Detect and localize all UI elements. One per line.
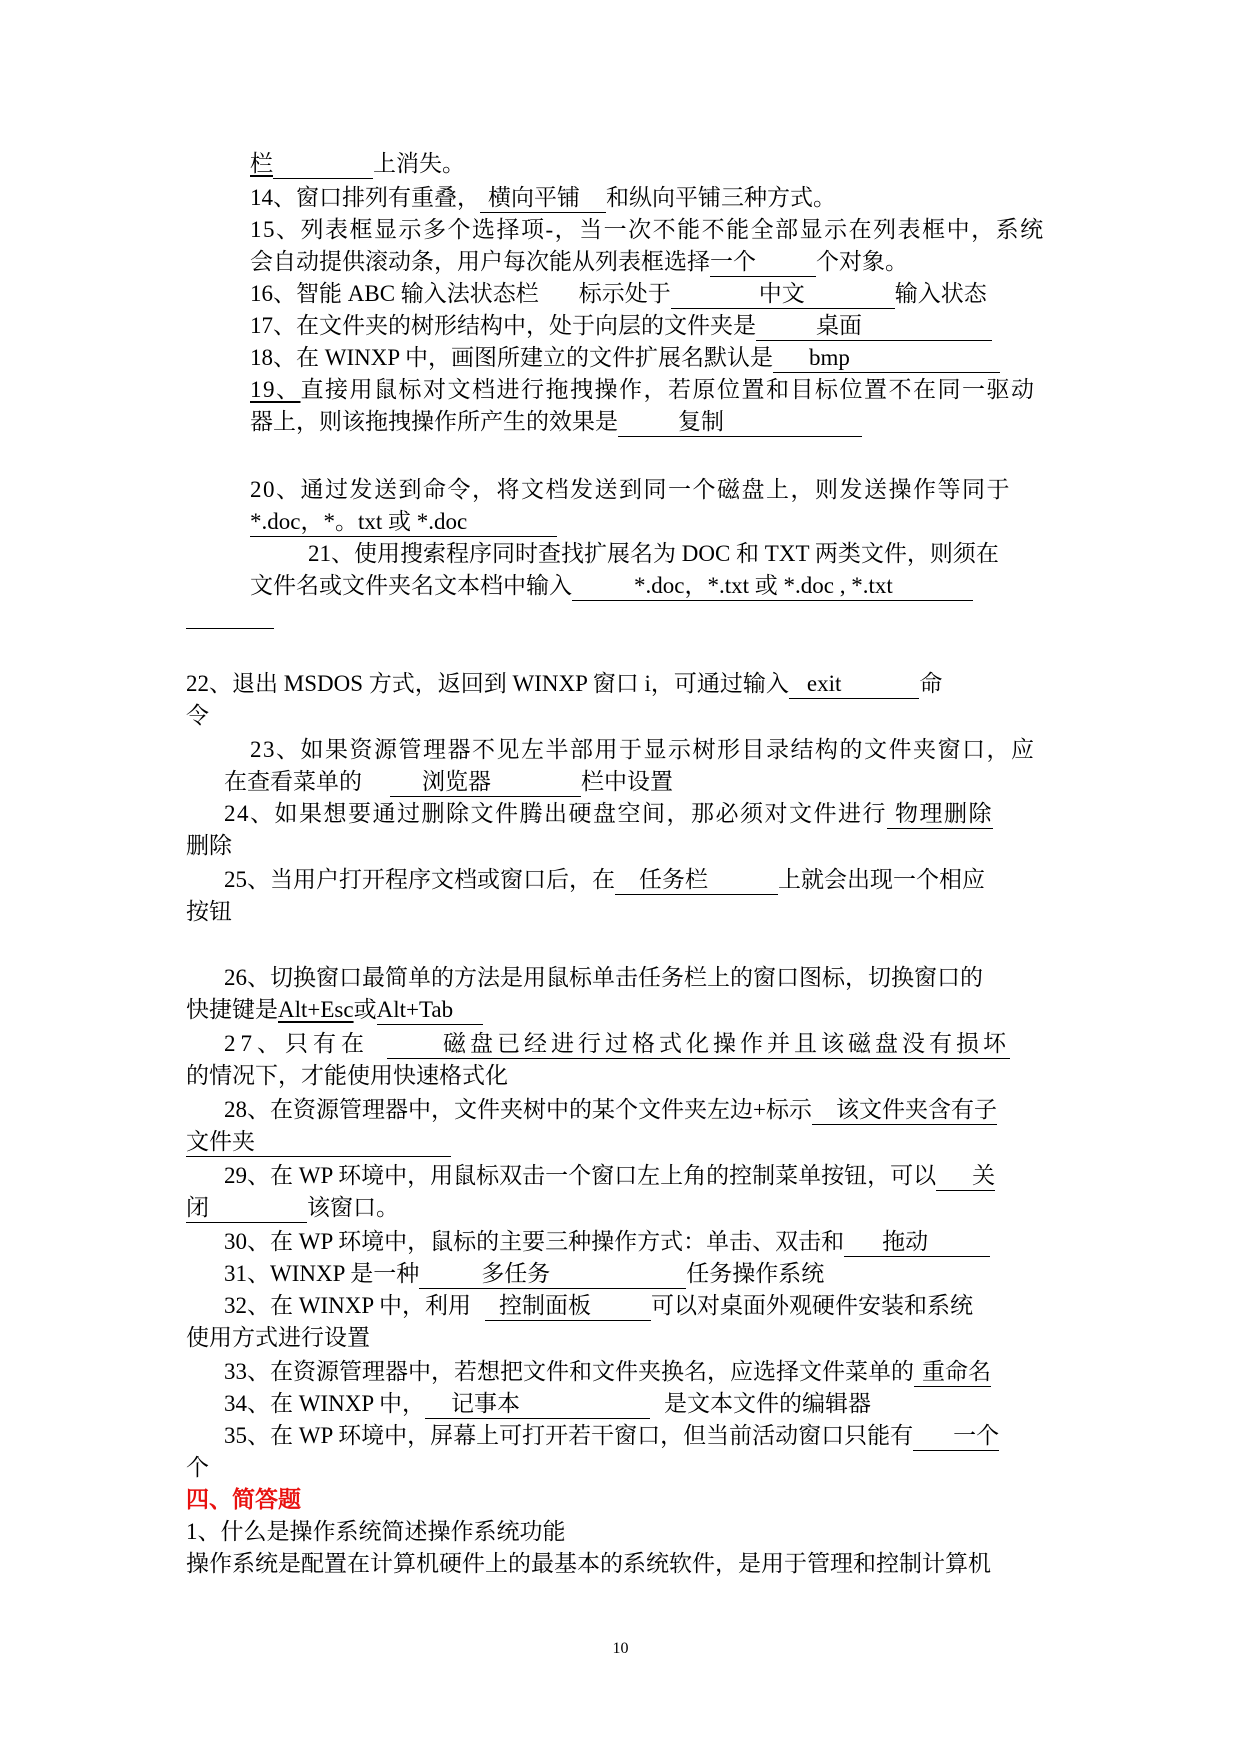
question-22-line2: 令 (186, 703, 209, 728)
answer-17: 桌面 (756, 312, 992, 341)
question-31: 31、WINXP 是一种 多任务 任务操作系统 (224, 1258, 824, 1290)
answer-21: *.doc，*.txt 或 *.doc , *.txt (572, 572, 973, 601)
answer-26: Alt+Tab (377, 996, 484, 1025)
question-24-line2: 删除 (186, 833, 232, 858)
answer-20: *.doc，*。txt 或 *.doc (250, 508, 557, 537)
answer-29: 关 (936, 1162, 995, 1191)
answer-16: 中文 (671, 280, 895, 309)
question-30: 30、在 WP 环境中，鼠标的主要三种操作方式：单击、双击和 拖动 (224, 1226, 990, 1258)
question-14: 14、窗口排列有重叠， 横向平铺 和纵向平铺三种方式。 (250, 182, 836, 214)
answer-33: 重命名 (914, 1358, 991, 1387)
question-34: 34、在 WINXP 中， 记事本 是文本文件的编辑器 (224, 1388, 871, 1420)
question-33: 33、在资源管理器中，若想把文件和文件夹换名，应选择文件菜单的 重命名 (224, 1356, 991, 1388)
answer-19: 复制 (618, 408, 862, 437)
short-answer-1-text: 操作系统是配置在计算机硬件上的最基本的系统软件，是用于管理和控制计算机 (186, 1551, 991, 1576)
answer-23: 浏览器 (390, 768, 581, 797)
question-26-line1: 26、切换窗口最简单的方法是用鼠标单击任务栏上的窗口图标，切换窗口的 (224, 965, 983, 990)
section-title: 四、简答题 (186, 1487, 301, 1512)
answer-30: 拖动 (844, 1228, 990, 1257)
question-20-line2 (250, 506, 557, 538)
answer-28: 该文件夹含有子 (812, 1096, 997, 1125)
question-26-line2: 快捷键是Alt+Esc或Alt+Tab (186, 994, 483, 1026)
question-19-line1: 19、直接用鼠标对文档进行拖拽操作，若原位置和目标位置不在同一驱动 (250, 377, 1036, 402)
question-15-line2: 会自动提供滚动条，用户每次能从列表框选择一个 个对象。 (250, 246, 908, 278)
question-32-line2: 使用方式进行设置 (186, 1325, 370, 1350)
question-27-line2: 的情况下，才能使用快速格式化 (186, 1063, 508, 1088)
question-28-line2 (186, 1126, 451, 1158)
question-23-line2: 在查看菜单的 浏览器 栏中设置 (224, 766, 673, 798)
answer-32: 控制面板 (485, 1292, 651, 1321)
question-25-line1: 25、当用户打开程序文档或窗口后，在 任务栏 上就会出现一个相应 (224, 864, 985, 896)
question-21-line1: 21、使用搜索程序同时查找扩展名为 DOC 和 TXT 两类文件，则须在 (308, 541, 999, 566)
short-answer-question-1: 1、什么是操作系统简述操作系统功能 (186, 1519, 566, 1544)
blank (273, 150, 373, 179)
answer-18: bmp (773, 344, 1000, 373)
answer-29-continued: 闭 (186, 1194, 307, 1223)
answer-34: 记事本 (425, 1390, 650, 1419)
question-29-line2: 闭 该窗口。 (186, 1192, 399, 1224)
question-16: 16、智能 ABC 输入法状态栏 标示处于 中文 输入状态 (250, 278, 987, 310)
question-23-line1: 23、如果资源管理器不见左半部用于显示树形目录结构的文件夹窗口，应 (250, 737, 1036, 762)
question-28-line1: 28、在资源管理器中，文件夹树中的某个文件夹左边+标示 该文件夹含有子 (224, 1094, 997, 1126)
answer-25: 任务栏 (615, 866, 778, 895)
question-35-line2: 个 (186, 1455, 209, 1480)
question-27-line1: 27、只有在 磁盘已经进行过格式化操作并且该磁盘没有损坏 (224, 1028, 1010, 1060)
answer-22: exit (789, 670, 920, 699)
question-35-line1: 35、在 WP 环境中，屏幕上可打开若干窗口，但当前活动窗口只能有 一个 (224, 1420, 999, 1452)
answer-24: 物理删除 (887, 800, 993, 829)
question-21-line2: 文件名或文件夹名文本档中输入 *.doc，*.txt 或 *.doc , *.txt (250, 570, 973, 602)
question-17: 17、在文件夹的树形结构中，处于向层的文件夹是 桌面 (250, 310, 992, 342)
answer-14: 横向平铺 (480, 184, 606, 213)
answer-21-continued-rule (186, 628, 274, 629)
question-15-line1: 15、列表框显示多个选择项-，当一次不能不能全部显示在列表框中，系统 (250, 217, 1045, 242)
answer-27: 磁盘已经进行过格式化操作并且该磁盘没有损坏 (387, 1030, 1010, 1059)
answer-15: 一个 (710, 248, 816, 277)
question-29-line1: 29、在 WP 环境中，用鼠标双击一个窗口左上角的控制菜单按钮，可以 关 (224, 1160, 995, 1192)
question-32-line1: 32、在 WINXP 中，利用 控制面板 可以对桌面外观硬件安装和系统 (224, 1290, 973, 1322)
answer-31: 多任务 (419, 1260, 686, 1289)
answer-35: 一个 (913, 1422, 999, 1451)
answer-28-continued: 文件夹 (186, 1128, 451, 1157)
question-22-line1: 22、退出 MSDOS 方式，返回到 WINXP 窗口 i，可通过输入 exit 命 (186, 668, 942, 700)
question-18: 18、在 WINXP 中，画图所建立的文件扩展名默认是 bmp (250, 342, 1000, 374)
question-24-line1: 24、如果想要通过删除文件腾出硬盘空间，那必须对文件进行 物理删除 (224, 798, 993, 830)
question-19-line2: 器上，则该拖拽操作所产生的效果是 复制 (250, 406, 862, 438)
page-number: 10 (612, 1640, 629, 1657)
line-13-tail: 栏 上消失。 (250, 148, 465, 180)
question-20-line1: 20、通过发送到命令，将文档发送到同一个磁盘上，则发送操作等同于 (250, 477, 1011, 502)
question-25-line2: 按钮 (186, 899, 232, 924)
